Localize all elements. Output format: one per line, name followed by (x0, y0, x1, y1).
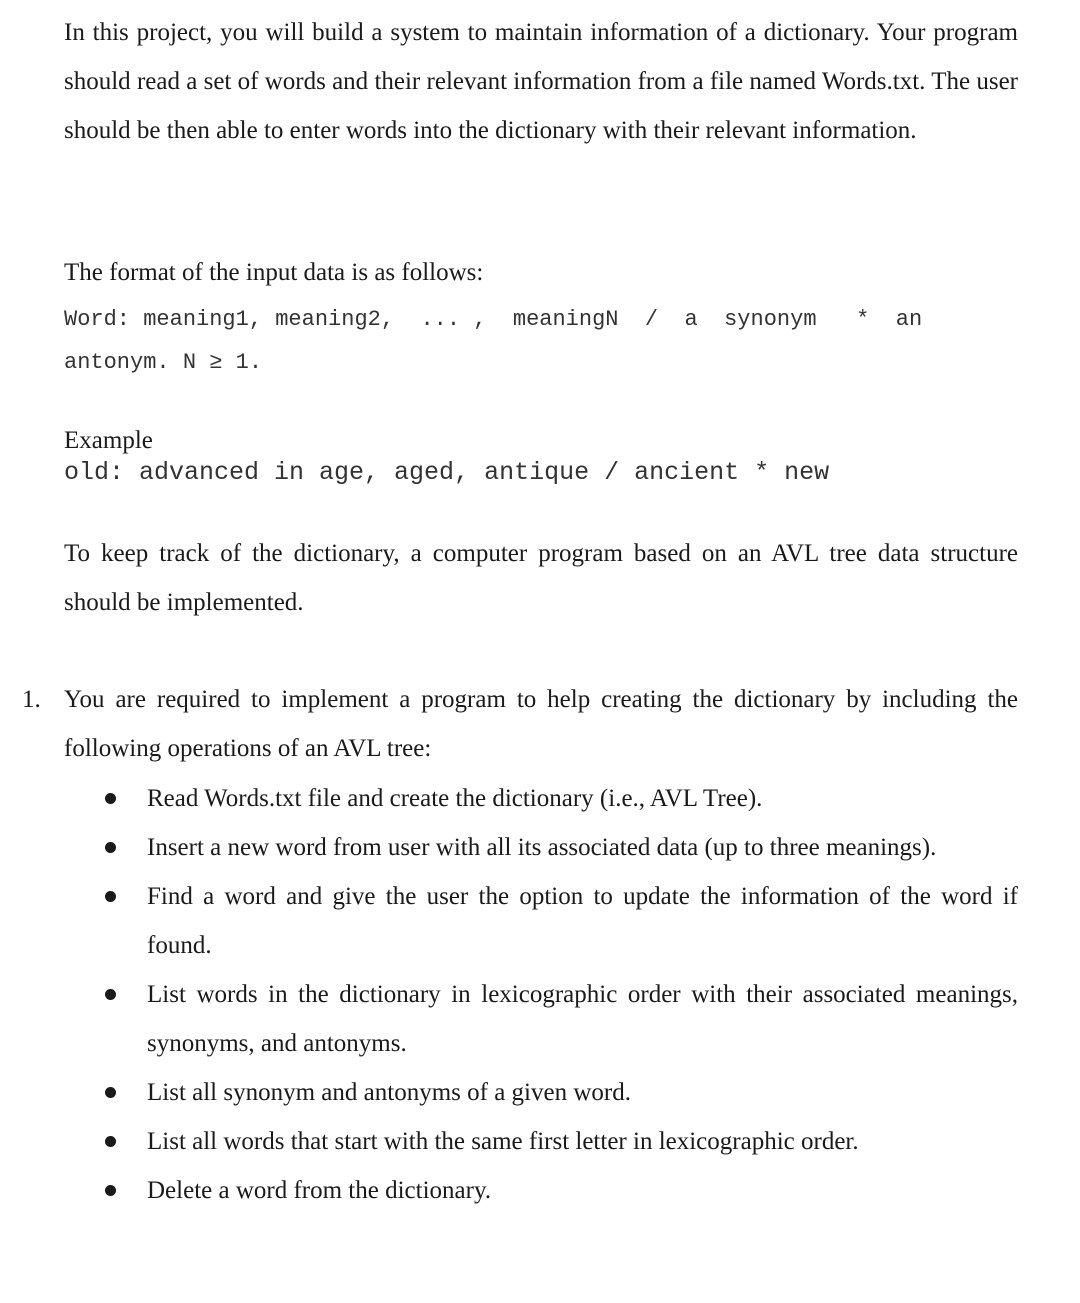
bullet-icon (105, 1087, 116, 1098)
example-line: old: advanced in age, aged, antique / ancient * new (64, 458, 830, 487)
bullet-icon (105, 793, 116, 804)
format-line-1: Word: meaning1, meaning2, ... , meaningN / a synonym * an (64, 307, 923, 332)
format-heading: The format of the input data is as follows: (64, 259, 484, 286)
operations-list (0, 774, 1080, 1215)
list-item-text: List words in the dictionary in lexicographic order with their associated meanings, synonyms, and antonyms. (147, 981, 1018, 1057)
list-item (0, 823, 1018, 872)
list-item (0, 1068, 1018, 1117)
task-paragraph: You are required to implement a program to help creating the dictionary by including the following operations of an AVL tree: (64, 686, 1018, 762)
list-item (0, 774, 1018, 823)
list-item-text: Delete a word from the dictionary. (147, 1177, 492, 1204)
intro-paragraph: In this project, you will build a system to maintain information of a dictionary. Your program should read a set of words and their relevant information from a file named Words.txt. The user should be then able to enter words into the dictionary with their relevant information. (64, 19, 1018, 144)
list-item-text: List all synonym and antonyms of a given word. (147, 1079, 631, 1106)
list-item-text: Read Words.txt file and create the dictionary (i.e., AVL Tree). (147, 785, 763, 812)
bullet-icon (105, 989, 116, 1000)
list-item-text: Find a word and give the user the option to update the information of the word if found. (147, 883, 1018, 959)
tracking-paragraph: To keep track of the dictionary, a computer program based on an AVL tree data structure should be implemented. (64, 540, 1018, 616)
list-item (0, 970, 1018, 1068)
bullet-icon (105, 842, 116, 853)
list-item (0, 1166, 1018, 1215)
list-item (0, 872, 1018, 970)
format-line-2: antonym. N ≥ 1. (64, 350, 263, 375)
bullet-icon (105, 1136, 116, 1147)
bullet-icon (105, 891, 116, 902)
list-item-text: List all words that start with the same first letter in lexicographic order. (147, 1128, 859, 1155)
task-number: 1. (22, 686, 41, 713)
example-heading: Example (64, 427, 153, 454)
list-item (0, 1117, 1018, 1166)
bullet-icon (105, 1185, 116, 1196)
list-item-text: Insert a new word from user with all its associated data (up to three meanings). (147, 834, 937, 861)
